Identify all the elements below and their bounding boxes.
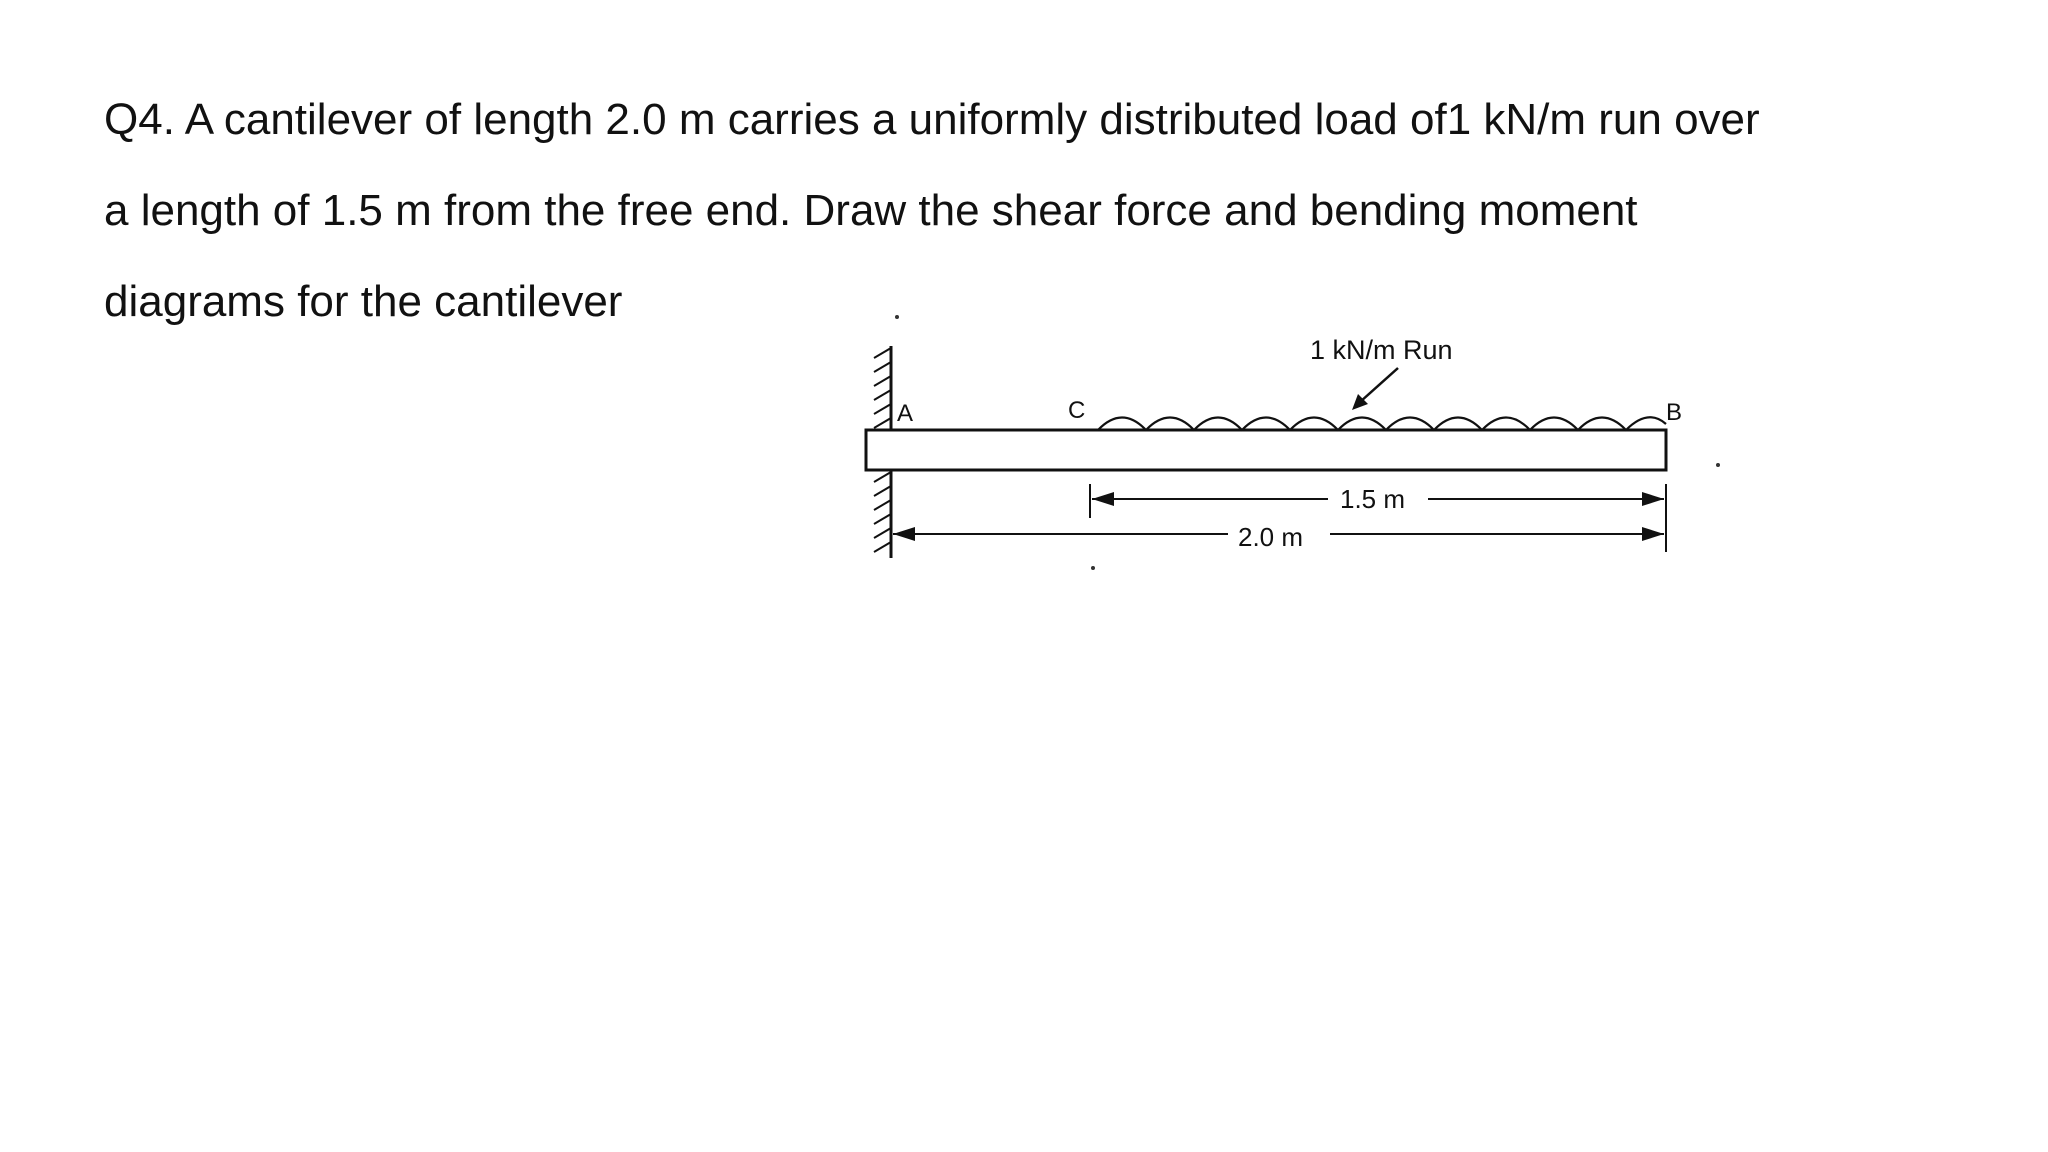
cantilever-beam [866,430,1666,470]
scan-speck [1716,463,1720,467]
scan-speck [1091,566,1095,570]
udl-load-arcs [1098,417,1666,430]
point-b-label: B [1666,399,1683,426]
udl-span-label: 1.5 m [1340,484,1406,514]
total-length-label: 2.0 m [1238,522,1304,552]
load-label: 1 kN/m Run [1310,335,1453,365]
question-line-1: Q4. A cantilever of length 2.0 m carries a uniformly distributed load of1 kN/m run over [104,95,1760,144]
question-line-3: diagrams for the cantilever [104,277,623,326]
point-a-label: A [897,400,914,427]
point-c-label: C [1068,397,1086,424]
scan-speck [895,315,899,319]
question-line-2: a length of 1.5 m from the free end. Draw the shear force and bending moment [104,186,1638,235]
load-pointer-arrow [1352,368,1398,410]
